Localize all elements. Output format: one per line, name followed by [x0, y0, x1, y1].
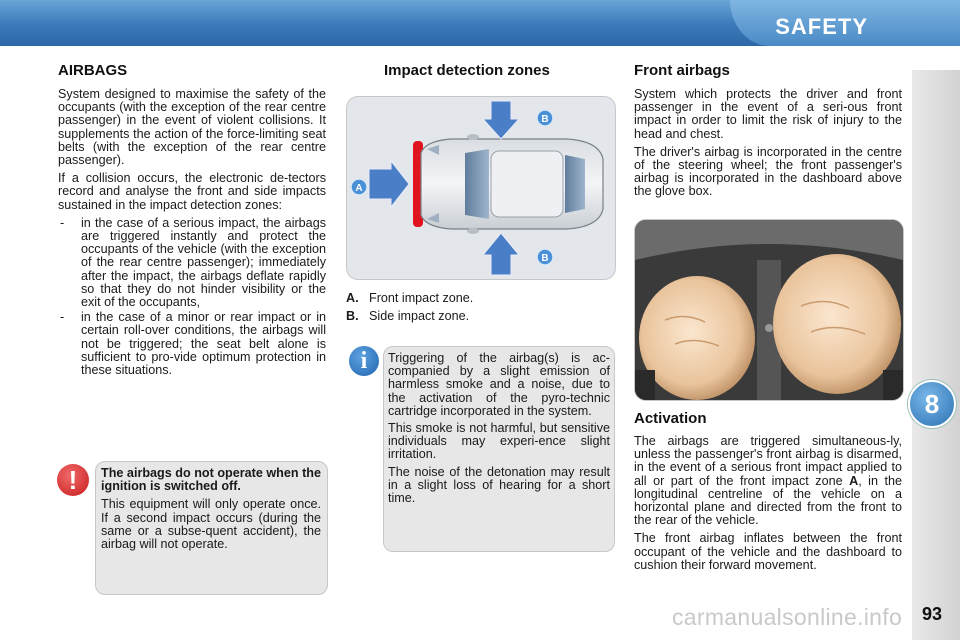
- car-top-view-illustration: [347, 97, 615, 279]
- impact-zones-diagram: [346, 96, 616, 280]
- legend-row-b: [346, 307, 473, 325]
- page-number: 93: [922, 604, 943, 624]
- airbags-para-2: If a collision occurs, the electronic de-tectors record and analyse the front and side impacts sustained in the impact detection zones:: [58, 171, 326, 212]
- info-para-2: This smoke is not harmful, but sensitive individuals may experi-ence slight irritation.: [388, 421, 610, 462]
- impact-legend: [346, 289, 473, 325]
- activation-zone-letter: A: [849, 473, 859, 488]
- airbags-bullet: - in the case of a serious impact, the airbags are triggered instantly and protect the occupants of the vehicle (with the exception of the rear centre passenger); immediately after the impact, the airbags deflate rapidly so that they do not hinder visibility or the exit of the occupants,: [58, 217, 326, 309]
- legend-text: Front impact zone.: [369, 291, 474, 305]
- activation-text-part: , in the longitudinal centreline of the vehicle on a horizontal plane and directed from the front to the rear of the vehicle.: [634, 473, 902, 528]
- watermark: carmanualsonline.info: [672, 604, 903, 630]
- front-impact-arrow: [369, 161, 409, 207]
- activation-heading: Activation: [634, 410, 707, 427]
- label-b-text-top: B: [541, 114, 549, 125]
- activation-text-part: The airbags are triggered simultaneous-ly, unless the passenger's front airbag is disarmed, in the event of a serious front impact applied to all or part of the front impact zone: [634, 434, 902, 488]
- activation-para-2: The front airbag inflates between the front occupant of the vehicle and the dashboard to cushion their forward movement.: [634, 531, 902, 572]
- activation-body: [634, 435, 902, 577]
- front-airbags-para-1: System which protects the driver and front passenger in the event of a seri-ous front impact in order to limit the risk of injury to the head and chest.: [634, 87, 902, 141]
- side-impact-arrow-top: [483, 101, 519, 139]
- airbags-bullet: - in the case of a minor or rear impact or in certain roll-over conditions, the airbags will not be triggered; the seat belt alone is sufficient to pro-vide optimum protection in these situations.: [58, 311, 326, 377]
- warning-text: [101, 467, 321, 556]
- impact-heading: Impact detection zones: [384, 62, 550, 79]
- label-a-text: A: [355, 183, 363, 194]
- chapter-badge: 8: [908, 380, 956, 428]
- chapter-strip: [912, 70, 960, 640]
- info-para-3: The noise of the detonation may result in a slight loss of hearing for a short time.: [388, 464, 610, 506]
- airbags-para-1: System designed to maximise the safety of the occupants (with the exception of the rear centre passenger) in the event of violent collisions. It supplements the action of the force-limiting seat belts (with the exception of the rear centre passenger).: [58, 87, 326, 168]
- console-button: [765, 324, 773, 332]
- driver-airbag: [639, 276, 755, 400]
- info-text: [388, 352, 610, 509]
- front-airbags-body: [634, 88, 902, 204]
- legend-key: B.: [346, 309, 359, 323]
- rear-window: [565, 155, 585, 213]
- legend-row-a: [346, 289, 473, 307]
- front-airbags-illustration: [634, 219, 904, 401]
- legend-key: A.: [346, 291, 359, 305]
- info-icon: i: [349, 346, 379, 376]
- passenger-airbag: [773, 254, 901, 394]
- airbags-heading: AIRBAGS: [58, 62, 128, 79]
- front-airbags-heading: Front airbags: [634, 62, 730, 79]
- side-impact-arrow-bottom: [483, 233, 519, 275]
- door-left: [635, 370, 655, 400]
- mirror-right: [467, 228, 479, 234]
- info-para-1: Triggering of the airbag(s) is ac-companied by a slight emission of harmless smoke and a noise, due to the activation of the pyro-technic cartridge incorporated in the system.: [388, 351, 610, 418]
- legend-text: Side impact zone.: [369, 309, 470, 323]
- label-b-text-bottom: B: [541, 253, 549, 264]
- airbags-body: [58, 88, 326, 379]
- windscreen: [465, 149, 489, 219]
- activation-para-1: [634, 435, 902, 527]
- airbags-bullet-list: [58, 217, 326, 377]
- warning-bold-text: The airbags do not operate when the ignition is switched off.: [101, 466, 321, 494]
- mirror-left: [467, 134, 479, 140]
- car-roof: [491, 151, 563, 217]
- front-airbags-para-2: The driver's airbag is incorporated in the centre of the steering wheel; the front passenger's airbag is incorporated in the dashboard above the glove box.: [634, 144, 902, 199]
- page-title: SAFETY: [775, 14, 868, 39]
- warning-body-text: This equipment will only operate once. If a second impact occurs (during the same or a subse-quent accident), the airbag will not operate.: [101, 497, 321, 552]
- door-right: [883, 370, 903, 400]
- warning-exclamation-icon: !: [57, 464, 89, 496]
- deployed-airbags-image: [635, 220, 903, 400]
